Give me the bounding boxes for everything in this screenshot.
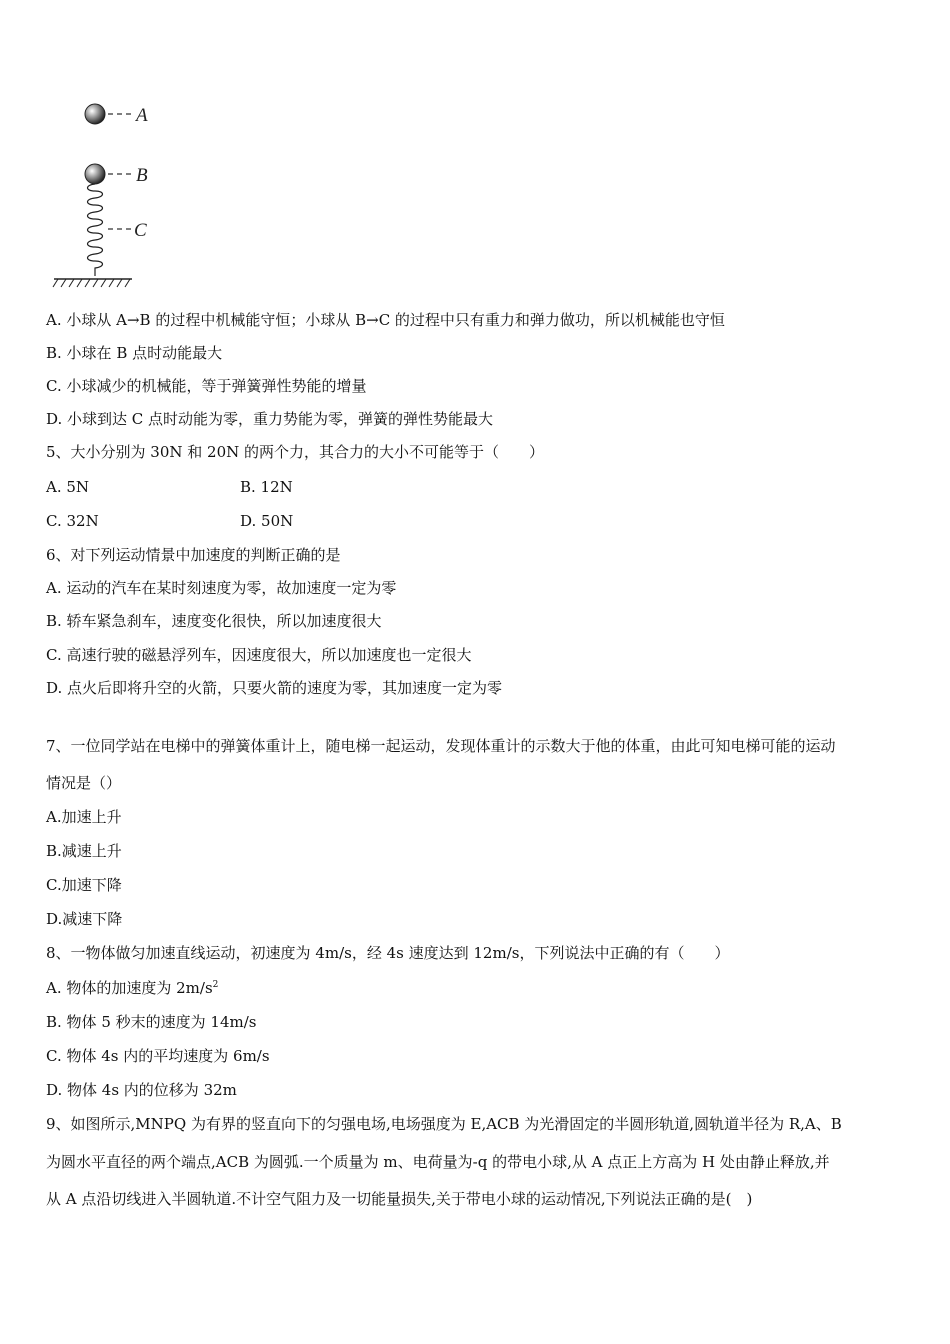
ball-b-icon [85,164,105,184]
q9-stem-line-3: 从 A 点沿切线进入半圆轨道.不计空气阻力及一切能量损失,关于带电小球的运动情况,下列说法正确的是( ) [46,1190,753,1208]
q6-stem: 6、对下列运动情景中加速度的判断正确的是 [46,546,341,564]
q5-option-a: A. 5N [46,478,90,496]
q7-option-d: D.减速下降 [46,910,123,928]
q4-option-c: C. 小球减少的机械能，等于弹簧弹性势能的增量 [46,377,367,395]
q4-option-b: B. 小球在 B 点时动能最大 [46,344,223,362]
q8-option-a-text: A. 物体的加速度为 2m/s [46,979,213,997]
q5-option-b: B. 12N [240,478,293,496]
q6-option-a: A. 运动的汽车在某时刻速度为零，故加速度一定为零 [46,579,397,597]
q8-option-a [46,978,218,998]
q8-option-a-superscript: 2 [212,980,219,990]
q7-option-c: C.加速下降 [46,876,122,894]
q6-option-b: B. 轿车紧急刹车，速度变化很快，所以加速度很大 [46,612,382,630]
label-a: A [136,105,148,126]
q6-option-d: D. 点火后即将升空的火箭，只要火箭的速度为零，其加速度一定为零 [46,679,503,697]
q7-stem-line-1: 7、一位同学站在电梯中的弹簧体重计上，随电梯一起运动，发现体重计的示数大于他的体重，由此可知电梯可能的运动 [46,737,836,755]
spring-icon [88,184,103,276]
q8-option-b: B. 物体 5 秒末的速度为 14m/s [46,1013,257,1031]
q5-option-d: D. 50N [240,512,294,530]
q9-stem-line-2: 为圆水平直径的两个端点,ACB 为圆弧.一个质量为 m、电荷量为-q 的带电小球,从 A 点正上方高为 H 处由静止释放,并 [46,1153,830,1171]
q5-stem: 5、大小分别为 30N 和 20N 的两个力，其合力的大小不可能等于（ ） [46,443,545,461]
q6-option-c: C. 高速行驶的磁悬浮列车，因速度很大，所以加速度也一定很大 [46,646,472,664]
q5-option-c: C. 32N [46,512,99,530]
q4-option-d: D. 小球到达 C 点时动能为零，重力势能为零，弹簧的弹性势能最大 [46,410,494,428]
q4-option-a: A. 小球从 A→B 的过程中机械能守恒；小球从 B→C 的过程中只有重力和弹力做功，所以机械能也守恒 [46,311,725,329]
q7-option-b: B.减速上升 [46,842,122,860]
q7-stem-line-2: 情况是（） [46,774,122,792]
label-b: B [136,165,148,186]
spring-ball-figure [50,96,170,296]
ball-a-icon [85,104,105,124]
label-c: C [134,220,147,241]
q7-option-a: A.加速上升 [46,808,122,826]
q8-stem: 8、一物体做匀加速直线运动，初速度为 4m/s，经 4s 速度达到 12m/s，下列说法中正确的有（ ） [46,944,730,962]
q8-option-c: C. 物体 4s 内的平均速度为 6m/s [46,1047,270,1065]
q9-stem-line-1: 9、如图所示,MNPQ 为有界的竖直向下的匀强电场,电场强度为 E,ACB 为光滑固定的半圆形轨道,圆轨道半径为 R,A、B [46,1115,842,1133]
q8-option-d: D. 物体 4s 内的位移为 32m [46,1081,237,1099]
